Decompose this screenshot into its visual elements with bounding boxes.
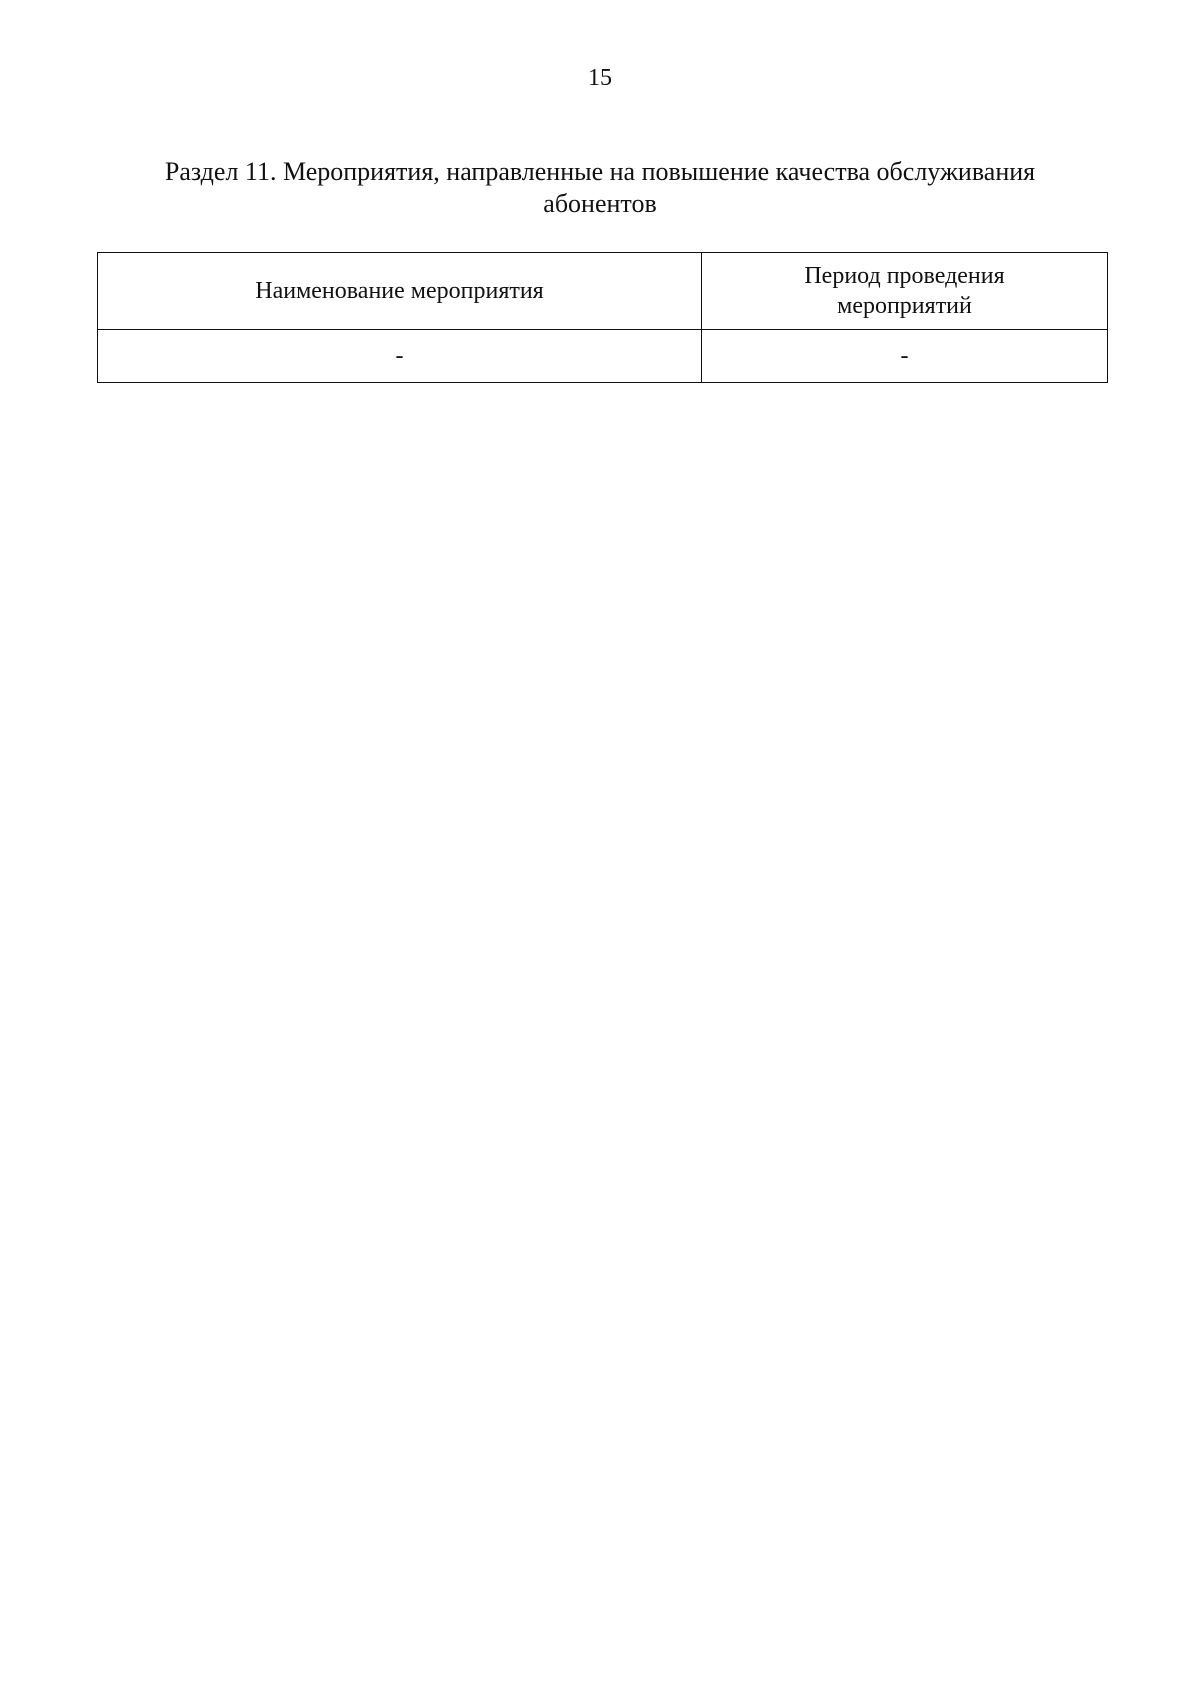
header-event-period-text: Период проведения мероприятий xyxy=(804,263,1005,319)
section-title-line-2: абонентов xyxy=(543,189,657,218)
table-row xyxy=(98,330,1108,383)
section-title-line-1: Раздел 11. Мероприятия, направленные на повышение качества обслуживания xyxy=(164,157,1036,186)
section-title xyxy=(100,156,1100,220)
cell-event-name: - xyxy=(98,330,702,383)
header-event-period xyxy=(702,253,1108,330)
page-number: 15 xyxy=(588,65,612,91)
events-table xyxy=(97,252,1108,383)
header-event-name: Наименование мероприятия xyxy=(98,253,702,330)
cell-event-period: - xyxy=(702,330,1108,383)
table-header-row xyxy=(98,253,1108,330)
